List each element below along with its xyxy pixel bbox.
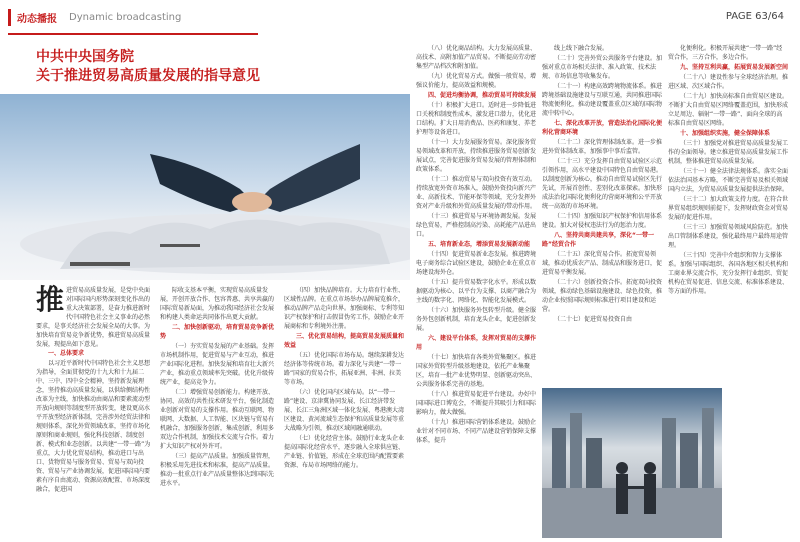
paragraph: （三）提高产品质量。加强质量管理，积极采用先进技术和标准，提高产品质量。推动一批重点行业产品质量整体达到国际先进水平。 [160,453,275,487]
paragraph: （十七）加快培育各类外贸集聚区。推进国家外贸转型升级基地建设，依托产业集聚区，培育一批产业优势明显、创新驱动突出、公共服务体系完善的基地。 [416,354,537,388]
drop-cap: 推 [36,283,65,316]
text-column-6 [668,44,788,538]
paragraph: 以习近平新时代中国特色社会主义思想为指导，全面贯彻党的十九大和十九届二中、三中、四中全会精神，坚持新发展理念，坚持推动高质量发展，以供给侧结构性改革为主线，加快推动由商品和要素流动型开放向规则等制度型开放转变，建设更高水平开放型经济新体制，完善涉外经贸法律和规则体系，深化外贸领域改革，坚持市场化原则和商业规则，强化科技创新、制度创新、模式和业态创新。以共建“一带一路”为重点，大力优化贸易结构，推动进口与出口、货物贸易与服务贸易、贸易与双向投资、贸易与产业协调发展，促进国际国内要素有序自由流动、资源高效配置、市场深度融合，促进国 [36,360,151,493]
paragraph: （二十一）构建高效跨境物流体系。推进跨境基础设施建设与互联互通，共同推进国际物流便利化，推动建设覆盖重点区域的国际物流中转中心。 [542,83,663,117]
paragraph: （十五）提升贸易数字化水平。形成以数据驱动为核心、以平台为支撑、以商产融合为主线的数字化、网络化、智能化发展模式。 [416,279,537,304]
paragraph: （四）加快品牌培育。大力培育行业性、区域性品牌。在重点市场举办品牌展览推介，推动品牌产品走向世界。加强商标、专利等知识产权保护和打击假冒伪劣工作，鼓励企业开展商标和专利境外注册。 [284,287,405,330]
section-heading: 四、促进均衡协调，推动贸易可持续发展 [428,92,537,99]
paragraph: 化便利化。积极开展共建“一带一路”经贸合作，三方合作，多边合作。 [668,45,783,61]
paragraph: （六）优化国内区域布局。以“一带一路”建设、京津冀协同发展、长江经济带发展、长江三角洲区域一体化发展、粤港澳大湾区建设、黄河流域生态保护和高质量发展等重大战略为引领，推动区域间融通联动。 [284,389,405,432]
section-heading: 二、加快创新驱动，培育贸易竞争新优势 [160,324,275,340]
paragraph: （三十一）健全法律法规体系。落实全面依法治国基本方略，不断完善贸易及相关领域国内立法，为贸易高质量发展提供法治保障。 [668,168,789,193]
section-heading: 九、坚持互利共赢，拓展贸易发展新空间 [680,64,789,71]
paragraph: （二十五）深化贸易合作。拓宽贸易领域，推动优质农产品、制成品和服务进口，促进贸易平衡发展。 [542,251,663,276]
paragraph: （十六）加快服务外包转型升级。健全服务外包创新机制，培育龙头企业，促进创新发展。 [416,307,537,332]
paragraph: （八）优化商品结构。大力发展高质量、高技术、高附加值产品贸易。不断提高劳动密集型产品档次和附加值。 [416,45,537,70]
paragraph: （二十七）促进贸易投资自由 [554,316,633,323]
article-title [36,48,260,86]
text-column-1 [36,283,154,538]
paragraph: （一）夯实贸易发展的产业基础。发挥市场机制作用，促进贸易与产业互动，推进产业国际化进程。加快发展和培育壮大新兴产业，推动重点领域率先突破。优化升级传统产业，提高竞争力。 [160,343,275,386]
page-header [0,0,800,34]
paragraph: （十三）推进贸易与环境协调发展。发展绿色贸易，严格控制高污染、高耗能产品进出口。 [416,213,537,238]
text-column-4 [416,44,536,538]
text-column-2 [160,286,278,538]
paragraph: （三十三）加强贸易领域风险防范。加快出口管制体系建设，强化最终用户最终用途管理。 [668,224,789,249]
paragraph: （二十）完善外贸公共服务平台建设。加强对重点市场相关法律、准入政策、技术法规、市场信息等收集发布。 [542,55,663,80]
section-heading: 六、建设平台体系，发挥对贸易的支撑作用 [416,335,537,351]
paragraph: （二十八）建设性参与全球经济治理。推进区域、次区域合作。 [668,74,789,90]
paragraph: （二十四）加强知识产权保护和信用体系建设。加大对侵权违法行为的惩治力度。 [542,213,663,229]
section-tag-en: Dynamic broadcasting [69,11,182,23]
paragraph: （七）优化经营主体。鼓励行业龙头企业提高国际化经营水平，逐步融入全球供应链、产业链、价值链，形成在全球范围内配置要素资源、布局市场网络的能力。 [284,435,405,469]
section-heading: 十、加强组织实施，健全保障体系 [680,130,771,137]
paragraph: （十八）推进贸易促进平台建设。办好中国国际进口博览会，不断提升其吸引力和国际影响力，做大做强。 [416,391,537,416]
paragraph: （二）增强贸易创新能力。构建开放、协同、高效的共性技术研发平台，强化制造业创新对贸易的支撑作用。推动互联网、物联网、大数据、人工智能、区块链与贸易有机融合，加强服务创新，集成创新，利用多双边合作机制，加强技术交流与合作。着力扩大知识产权对外许可。 [160,389,275,450]
paragraph: （二十二）深化管理体制改革。进一步推进外贸体制改革，加强事中事后监管。 [542,139,663,155]
paragraph: （十二）推动贸易与双向投资有效互动。持续放宽外资市场准入，鼓励外资投向新兴产业、高新技术、节能环保等领域，充分发挥外资对产业升级和外贸高质量发展的带动作用。 [416,176,537,210]
section-heading: 五、培育新业态，增添贸易发展新动能 [428,241,531,248]
paragraph: （十一）大力发展服务贸易。深化服务贸易领域改革和开放，持续推进服务贸易创新发展试点，完善促进服务贸易发展的管理体制和政策体系。 [416,139,537,173]
section-heading: 三、优化贸易结构，提高贸易发展质量和效益 [284,333,405,349]
paragraph: （三十）加强党对推进贸易高质量发展工作的全面领导。建立推进贸易高质量发展工作机制，整体推进贸易高质量发展。 [668,140,789,165]
paragraph: 际收支基本平衡，实现贸易高质量发展，开创开放合作、包容普惠、共享共赢的国际贸易新局面，为推动我国经济社会发展和构建人类命运共同体作出更大贡献。 [160,287,275,321]
text-column-3 [284,286,404,538]
page-number: PAGE 63/64 [725,11,784,22]
section-heading: 八、坚持共商共建共享，深化“一带一路”经贸合作 [542,232,654,248]
handshake-photo [0,94,410,280]
paragraph: （十四）促进贸易新业态发展。推进跨境电子商务综合试验区建设，鼓励企业在重点市场建设海外仓。 [416,251,537,276]
paragraph: （二十六）创新投资合作。拓宽双向投资领域，推动绿色基础设施建设、绿色投资，推动企业按照国际规则标准进行项目建设和运营。 [542,279,663,313]
paragraph: （二十三）充分发挥自由贸易试验区示范引领作用，高水平建设中国特色自由贸易港。以制度创新为核心，推动自由贸易试验区先行先试，开展首创性、差别化改革探索。加快形成法治化国际化便利化的营商环境和公平开放统一高效的市场环境。 [542,158,663,210]
paragraph: （九）优化贸易方式。做强一般贸易，增强议价能力，提高效益和规模。 [416,73,537,89]
paragraph: （五）优化国际市场布局。继续深耕发达经济体等传统市场。着力深化与共建“一带一路”国家的贸易合作，拓展亚洲、非洲、拉美等市场。 [284,352,405,386]
title-line2: 关于推进贸易高质量发展的指导意见 [36,68,260,84]
paragraph: （十九）推进国际营销体系建设。鼓励企业针对不同市场、不同产品建设营销保障支撑体系，提升 [416,419,537,444]
title-line1: 中共中央国务院 [36,49,134,65]
paragraph: （三十二）加大政策支持力度。在符合世界贸易组织规则前提下，发挥财政资金对贸易发展的促进作用。 [668,196,789,221]
section-heading: 七、深化改革开放，营造法治化国际化便利化营商环境 [542,120,663,136]
section-heading: 一、总体要求 [48,350,85,357]
paragraph: 线上线下融合发展。 [554,45,609,52]
paragraph: （三十四）完善中介组织和智力支撑体系。加强与国际组织、各国各地区相关机构和工商业界交流合作，充分发挥行业组织、贸促机构在贸易促进、信息交流、标准体系建设、等方面的作用。 [668,252,789,295]
paragraph: （十）积极扩大进口。适时进一步降低进口关税和制度性成本，激发进口潜力，优化进口结构。扩大日用消费品、医药和康复、养老护理等设备进口。 [416,102,537,136]
intro-paragraph: 进贸易高质量发展，是党中央面对国际国内形势深刻变化作出的重大决策部署，是奋力推进新时代中国特色社会主义事业的必然要求，是事关经济社会发展全局的大事。为加快培育贸易竞争新优势，推进贸易高质量发展，现提出如下意见。 [36,287,151,348]
header-rule [8,33,258,35]
section-tag: 动态播报 [8,9,63,26]
paragraph: （二十九）加快高标准自由贸易区建设。不断扩大自由贸易区网络覆盖范围，加快形成立足周边、辐射“一带一路”、面向全球的高标准自由贸易区网络。 [668,93,789,127]
text-column-5 [542,44,662,384]
